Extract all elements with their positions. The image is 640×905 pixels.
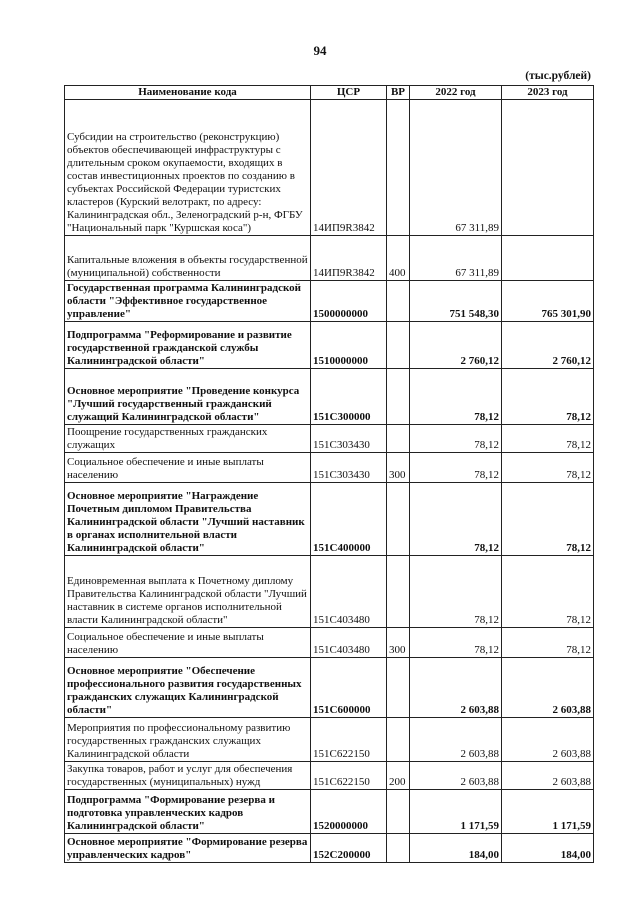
row-csr: 1510000000 bbox=[311, 322, 387, 369]
row-vr bbox=[387, 100, 410, 236]
header-2022: 2022 год bbox=[410, 86, 502, 100]
row-vr bbox=[387, 556, 410, 628]
row-2022: 2 603,88 bbox=[410, 718, 502, 762]
row-csr: 151С600000 bbox=[311, 658, 387, 718]
row-2022: 2 603,88 bbox=[410, 762, 502, 790]
row-csr: 151С303430 bbox=[311, 453, 387, 483]
row-2022: 78,12 bbox=[410, 483, 502, 556]
row-csr: 151С622150 bbox=[311, 718, 387, 762]
header-name: Наименование кода bbox=[65, 86, 311, 100]
row-name: Единовременная выплата к Почетному диплому Правительства Калининградской области "Лучший наставник в системе органов исполнительной власти Калининградской области" bbox=[65, 556, 311, 628]
table-row bbox=[65, 628, 594, 658]
table-row bbox=[65, 483, 594, 556]
row-name: Основное мероприятие "Формирование резерва управленческих кадров" bbox=[65, 834, 311, 863]
table-row bbox=[65, 762, 594, 790]
table-row bbox=[65, 281, 594, 322]
row-name: Основное мероприятие "Обеспечение профессионального развития государственных гражданских служащих Калининградской области" bbox=[65, 658, 311, 718]
table-row bbox=[65, 718, 594, 762]
table-row bbox=[65, 236, 594, 281]
row-vr bbox=[387, 483, 410, 556]
row-2022: 78,12 bbox=[410, 369, 502, 425]
table-row bbox=[65, 790, 594, 834]
row-vr bbox=[387, 425, 410, 453]
row-2023: 184,00 bbox=[502, 834, 594, 863]
row-2023: 765 301,90 bbox=[502, 281, 594, 322]
row-2023: 2 603,88 bbox=[502, 718, 594, 762]
table-row bbox=[65, 658, 594, 718]
row-csr: 151С303430 bbox=[311, 425, 387, 453]
row-2023: 2 603,88 bbox=[502, 658, 594, 718]
row-2022: 67 311,89 bbox=[410, 100, 502, 236]
row-2023: 2 603,88 bbox=[502, 762, 594, 790]
row-name: Социальное обеспечение и иные выплаты населению bbox=[65, 453, 311, 483]
row-2023 bbox=[502, 236, 594, 281]
header-csr: ЦСР bbox=[311, 86, 387, 100]
row-2022: 78,12 bbox=[410, 556, 502, 628]
row-name: Подпрограмма "Формирование резерва и подготовка управленческих кадров Калининградской области" bbox=[65, 790, 311, 834]
row-vr bbox=[387, 718, 410, 762]
row-csr: 152С200000 bbox=[311, 834, 387, 863]
row-vr bbox=[387, 322, 410, 369]
row-csr: 14ИП9R3842 bbox=[311, 236, 387, 281]
row-vr bbox=[387, 281, 410, 322]
row-2022: 2 603,88 bbox=[410, 658, 502, 718]
row-name: Основное мероприятие "Проведение конкурса "Лучший государственный гражданский служащий Калининградской области" bbox=[65, 369, 311, 425]
row-2023: 78,12 bbox=[502, 483, 594, 556]
row-vr: 200 bbox=[387, 762, 410, 790]
row-2023 bbox=[502, 100, 594, 236]
table-row bbox=[65, 100, 594, 236]
row-csr: 151С403480 bbox=[311, 628, 387, 658]
row-csr: 151С300000 bbox=[311, 369, 387, 425]
row-vr: 300 bbox=[387, 453, 410, 483]
row-csr: 151С622150 bbox=[311, 762, 387, 790]
row-2022: 1 171,59 bbox=[410, 790, 502, 834]
row-2023: 2 760,12 bbox=[502, 322, 594, 369]
row-csr: 151С400000 bbox=[311, 483, 387, 556]
row-2022: 751 548,30 bbox=[410, 281, 502, 322]
row-vr: 400 bbox=[387, 236, 410, 281]
row-csr: 151С403480 bbox=[311, 556, 387, 628]
unit-label: (тыс.рублей) bbox=[525, 70, 591, 82]
table-row bbox=[65, 369, 594, 425]
row-name: Субсидии на строительство (реконструкцию) объектов обеспечивающей инфраструктуры с длительным сроком окупаемости, входящих в состав инвестиционных проектов по созданию в субъектах Российской Федерации туристских кластеров (Курский велотракт, по адресу: Калининградская обл., Зеленоградский р-н, ФГБУ "Национальный парк "Куршская коса") bbox=[65, 100, 311, 236]
row-name: Закупка товаров, работ и услуг для обеспечения государственных (муниципальных) нужд bbox=[65, 762, 311, 790]
page-number: 94 bbox=[313, 43, 327, 58]
row-2023: 1 171,59 bbox=[502, 790, 594, 834]
row-2023: 78,12 bbox=[502, 628, 594, 658]
row-csr: 14ИП9R3842 bbox=[311, 100, 387, 236]
row-2023: 78,12 bbox=[502, 453, 594, 483]
row-csr: 1500000000 bbox=[311, 281, 387, 322]
row-2022: 78,12 bbox=[410, 453, 502, 483]
table-row bbox=[65, 453, 594, 483]
table-row bbox=[65, 834, 594, 863]
row-vr bbox=[387, 658, 410, 718]
table-row bbox=[65, 556, 594, 628]
budget-table bbox=[64, 85, 594, 863]
row-2022: 78,12 bbox=[410, 425, 502, 453]
table-row bbox=[65, 322, 594, 369]
row-name: Капитальные вложения в объекты государственной (муниципальной) собственности bbox=[65, 236, 311, 281]
row-2022: 78,12 bbox=[410, 628, 502, 658]
row-name: Социальное обеспечение и иные выплаты населению bbox=[65, 628, 311, 658]
row-name: Поощрение государственных гражданских служащих bbox=[65, 425, 311, 453]
row-vr bbox=[387, 369, 410, 425]
row-2022: 67 311,89 bbox=[410, 236, 502, 281]
table-header-row bbox=[65, 86, 594, 100]
row-name: Государственная программа Калининградской области "Эффективное государственное управление" bbox=[65, 281, 311, 322]
header-vr: ВР bbox=[387, 86, 410, 100]
row-vr bbox=[387, 834, 410, 863]
row-2023: 78,12 bbox=[502, 556, 594, 628]
header-2023: 2023 год bbox=[502, 86, 594, 100]
row-name: Основное мероприятие "Награждение Почетным дипломом Правительства Калининградской области "Лучший наставник в органах исполнительной власти Калининградской области" bbox=[65, 483, 311, 556]
table-row bbox=[65, 425, 594, 453]
row-name: Подпрограмма "Реформирование и развитие государственной гражданской службы Калининградской области" bbox=[65, 322, 311, 369]
row-vr: 300 bbox=[387, 628, 410, 658]
row-2022: 2 760,12 bbox=[410, 322, 502, 369]
row-name: Мероприятия по профессиональному развитию государственных гражданских служащих Калининградской области bbox=[65, 718, 311, 762]
row-2023: 78,12 bbox=[502, 369, 594, 425]
row-csr: 1520000000 bbox=[311, 790, 387, 834]
row-vr bbox=[387, 790, 410, 834]
row-2023: 78,12 bbox=[502, 425, 594, 453]
row-2022: 184,00 bbox=[410, 834, 502, 863]
